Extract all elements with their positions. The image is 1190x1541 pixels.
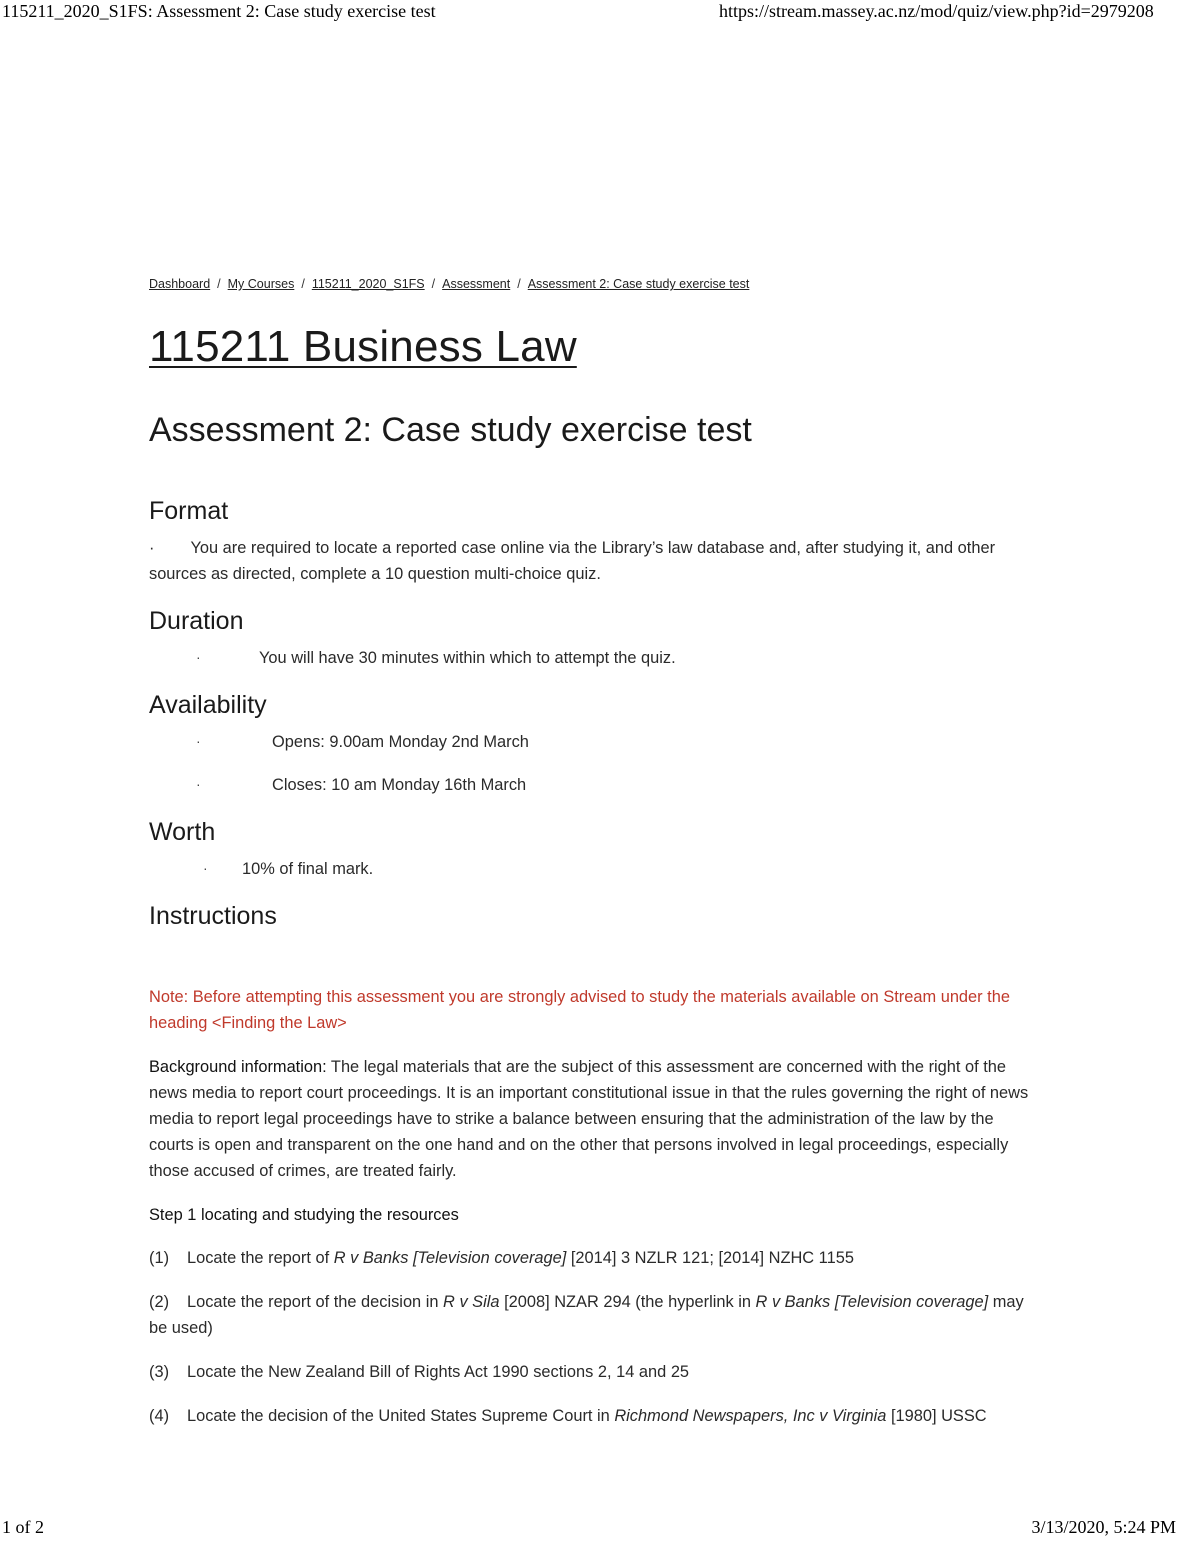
item-text: Locate the New Zealand Bill of Rights Act 1990 sections 2, 14 and 25 bbox=[187, 1363, 690, 1381]
duration-heading: Duration bbox=[149, 607, 244, 635]
list-item bbox=[149, 1359, 1039, 1385]
item-text: Locate the report of the decision in bbox=[187, 1293, 444, 1311]
format-heading: Format bbox=[149, 497, 229, 525]
breadcrumb-my-courses[interactable]: My Courses bbox=[227, 277, 295, 291]
background-information bbox=[149, 1054, 1039, 1184]
item-number: (4) bbox=[149, 1407, 170, 1425]
breadcrumb-separator: / bbox=[517, 277, 521, 291]
bullet-dot: · bbox=[149, 539, 155, 557]
background-lead: Background information: bbox=[149, 1058, 327, 1076]
breadcrumb-separator: / bbox=[301, 277, 305, 291]
availability-closes: Closes: 10 am Monday 16th March bbox=[272, 776, 527, 794]
worth-text: 10% of final mark. bbox=[242, 860, 374, 878]
bullet-dot: · bbox=[203, 860, 208, 876]
citation: [2014] 3 NZLR 121; [2014] NZHC 1155 bbox=[566, 1249, 854, 1267]
course-title[interactable]: 115211 Business Law bbox=[149, 322, 577, 371]
bullet-dot: · bbox=[196, 733, 201, 749]
format-text-body: You are required to locate a reported case online via the Library’s law database and, after studying it, and other sources as directed, complete a 10 question multi-choice quiz. bbox=[149, 539, 996, 583]
breadcrumb-separator: / bbox=[431, 277, 436, 291]
availability-heading: Availability bbox=[149, 691, 267, 719]
list-item bbox=[149, 1245, 1039, 1271]
breadcrumb-assessment[interactable]: Assessment bbox=[442, 277, 511, 291]
breadcrumb-dashboard[interactable]: Dashboard bbox=[149, 277, 211, 291]
breadcrumb-course[interactable]: 115211_2020_S1FS bbox=[311, 277, 425, 291]
item-text: Locate the decision of the United States Supreme Court in bbox=[187, 1407, 615, 1425]
case-name: Richmond Newspapers, Inc v Virginia bbox=[614, 1407, 887, 1425]
breadcrumb bbox=[149, 277, 749, 291]
instructions-heading: Instructions bbox=[149, 902, 277, 930]
citation: [2008] NZAR 294 (the hyperlink in bbox=[499, 1293, 756, 1311]
case-name: R v Sila bbox=[443, 1293, 500, 1311]
step1-heading: Step 1 locating and studying the resources bbox=[149, 1206, 459, 1224]
item-number: (1) bbox=[149, 1249, 170, 1267]
page-count: 1 of 2 bbox=[2, 1517, 44, 1537]
format-text bbox=[149, 535, 1039, 587]
item-number: (2) bbox=[149, 1293, 170, 1311]
print-header bbox=[0, 1, 1190, 25]
instructions-note: Note: Before attempting this assessment you are strongly advised to study the materials available on Stream under the heading <Finding the Law> bbox=[149, 988, 1010, 1032]
page-title: Assessment 2: Case study exercise test bbox=[149, 411, 752, 449]
bullet-dot: · bbox=[196, 649, 201, 665]
print-timestamp: 3/13/2020, 5:24 PM bbox=[1031, 1517, 1176, 1537]
bullet-dot: · bbox=[196, 776, 201, 792]
case-name: R v Banks [Television coverage] bbox=[333, 1249, 567, 1267]
duration-text: You will have 30 minutes within which to attempt the quiz. bbox=[259, 649, 676, 667]
item-text: Locate the report of bbox=[187, 1249, 334, 1267]
print-header-title: 115211_2020_S1FS: Assessment 2: Case study exercise test bbox=[2, 1, 436, 21]
case-name: R v Banks [Television coverage] bbox=[755, 1293, 989, 1311]
worth-heading: Worth bbox=[149, 818, 216, 846]
citation: [1980] USSC bbox=[886, 1407, 987, 1425]
availability-opens: Opens: 9.00am Monday 2nd March bbox=[272, 733, 529, 751]
list-item bbox=[149, 1403, 1039, 1429]
print-header-url: https://stream.massey.ac.nz/mod/quiz/view.php?id=2979208 bbox=[719, 1, 1154, 21]
item-text: may be used) bbox=[149, 1293, 1024, 1337]
background-text: The legal materials that are the subject of this assessment are concerned with the right of the news media to report court proceedings. It is an important constitutional issue in that the rules governing the right of news media to report legal proceedings have to strike a balance between ensuring that the administration of the law by the courts is open and transparent on the one hand and on the other that persons involved in legal proceedings, especially those accused of crimes, are treated fairly. bbox=[149, 1058, 1029, 1180]
print-footer bbox=[0, 1517, 1190, 1541]
breadcrumb-current-page[interactable]: Assessment 2: Case study exercise test bbox=[527, 277, 750, 291]
list-item bbox=[149, 1289, 1039, 1341]
item-number: (3) bbox=[149, 1363, 170, 1381]
breadcrumb-separator: / bbox=[217, 277, 221, 291]
